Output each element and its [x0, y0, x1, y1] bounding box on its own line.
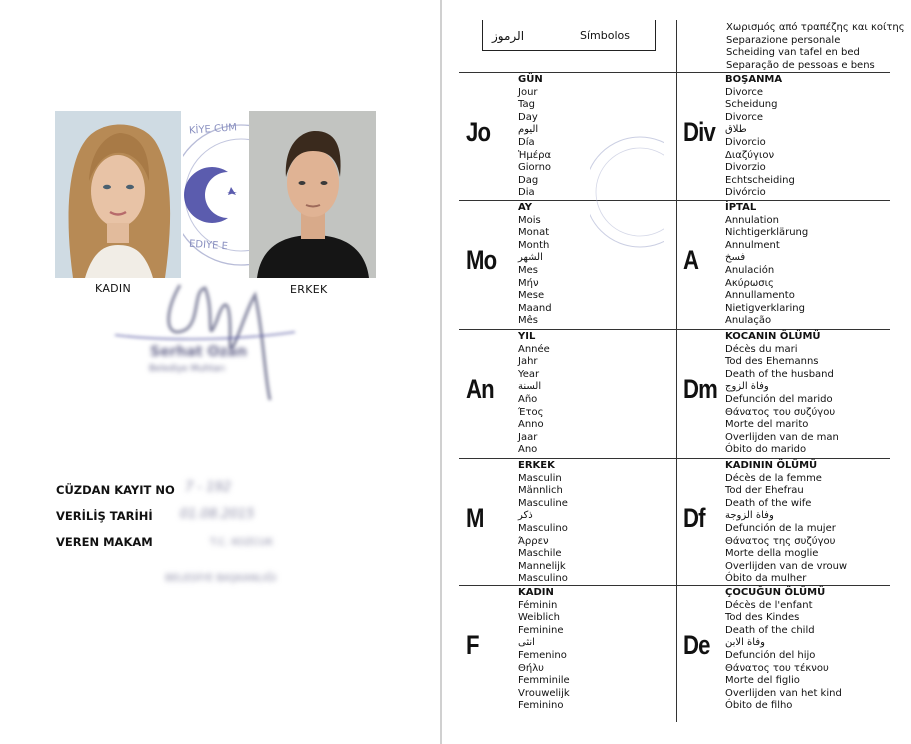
symbol-word: Divorcio: [725, 136, 766, 148]
symbol-word: Day: [518, 111, 538, 123]
signature-name: Serhat Ozan: [150, 344, 247, 360]
symbol-words-left: [518, 331, 550, 457]
symbol-words-right: [725, 202, 808, 328]
female-photo: [55, 111, 181, 278]
symbol-word: Ano: [518, 444, 538, 456]
symbol-word: الشهر: [518, 252, 543, 264]
symbol-word: Masculino: [518, 522, 568, 534]
symbol-word: Vrouwelijk: [518, 687, 570, 699]
symbol-word: Feminine: [518, 624, 564, 636]
row-divider: [459, 200, 890, 201]
symbol-word: Dia: [518, 187, 535, 199]
symbol-word: KOCANIN ÖLÜMÜ: [725, 331, 821, 342]
symbols-header-label: Símbolos: [580, 29, 630, 42]
symbol-word: Óbito de filho: [725, 700, 793, 712]
symbols-header-arabic: الرموز: [492, 29, 525, 43]
symbol-word: Weiblich: [518, 612, 560, 624]
symbol-abbr-left: Mo: [466, 245, 497, 275]
symbol-word: Décès de la femme: [725, 472, 822, 484]
symbol-word: Monat: [518, 227, 550, 239]
symbol-word: وفاة الزوج: [725, 381, 769, 393]
row-divider: [459, 458, 890, 459]
symbol-abbr-right: Div: [683, 117, 716, 147]
symbol-word: Θάνατος του τέκνου: [725, 662, 829, 674]
symbol-word: Femminile: [518, 675, 570, 687]
symbol-word: İPTAL: [725, 202, 757, 213]
symbol-word: Morte del marito: [725, 419, 809, 431]
symbol-word: Διαζύγιον: [725, 149, 775, 161]
symbol-words-left: [518, 587, 570, 713]
issuing-authority-line2: BELEDİYE BAŞKANLIĞI: [165, 573, 277, 584]
symbol-word: Männlich: [518, 485, 563, 497]
symbol-word: Divorce: [725, 111, 764, 123]
symbol-words-right: [725, 74, 795, 200]
symbol-word: Year: [518, 368, 540, 380]
symbol-word: Μήν: [518, 277, 539, 289]
separation-line: Separazione personale: [726, 34, 841, 46]
registry-no-value: 7 - 192: [185, 480, 232, 495]
symbol-abbr-right: A: [683, 245, 699, 275]
male-photo-caption: ERKEK: [290, 283, 328, 296]
symbol-word: Morte della moglie: [725, 548, 819, 560]
symbol-word: Jour: [518, 86, 538, 98]
symbol-word: Feminino: [518, 700, 564, 712]
symbol-word: Dag: [518, 174, 539, 186]
symbol-word: GÜN: [518, 74, 543, 85]
symbol-word: Divorce: [725, 86, 764, 98]
symbol-word: Nietigverklaring: [725, 302, 805, 314]
symbol-word: Masculine: [518, 497, 568, 509]
issuing-authority-value: T.C. KOZCUK: [210, 537, 274, 548]
symbol-word: Décès du mari: [725, 343, 798, 355]
row-divider: [459, 72, 890, 73]
symbol-word: YIL: [518, 331, 536, 342]
symbol-word: Defunción de la mujer: [725, 522, 836, 534]
symbol-word: Anulação: [725, 315, 772, 327]
seal-text-bottom: EDIYE E: [188, 238, 229, 253]
signature-title: Belediye Muhtarı: [149, 364, 226, 374]
symbol-word: Anulación: [725, 264, 775, 276]
symbol-word: Masculin: [518, 472, 562, 484]
symbol-word: Overlijden van de man: [725, 431, 839, 443]
symbol-word: Defunción del marido: [725, 393, 833, 405]
symbol-word: ERKEK: [518, 460, 555, 471]
symbol-words-right: [725, 331, 839, 457]
symbol-word: Death of the husband: [725, 368, 834, 380]
symbol-word: Jaar: [518, 431, 538, 443]
male-photo: [249, 111, 376, 278]
symbol-word: Ακύρωσις: [725, 277, 774, 289]
symbol-word: Féminin: [518, 599, 558, 611]
symbol-abbr-left: M: [466, 503, 484, 533]
separation-line: Separação de pessoas e bens: [726, 59, 875, 71]
symbol-word: Année: [518, 343, 550, 355]
symbol-word: KADIN: [518, 587, 554, 598]
faded-seal: [590, 127, 664, 257]
symbol-word: انثى: [518, 637, 535, 649]
separation-continuation: [726, 22, 905, 72]
symbol-word: Mois: [518, 214, 541, 226]
symbol-word: BOŞANMA: [725, 74, 783, 85]
symbol-word: Masculino: [518, 573, 568, 585]
official-seal-partial: [183, 112, 249, 278]
female-photo-caption: KADIN: [95, 282, 131, 295]
symbol-word: Morte del figlio: [725, 675, 800, 687]
symbol-word: Mes: [518, 264, 538, 276]
symbol-word: Month: [518, 239, 550, 251]
symbol-word: Décès de l'enfant: [725, 599, 813, 611]
symbol-word: Maand: [518, 302, 552, 314]
page-fold: [440, 0, 442, 744]
symbol-word: Maschile: [518, 548, 562, 560]
symbol-abbr-left: Jo: [466, 117, 491, 147]
symbol-word: Tod des Kindes: [725, 612, 800, 624]
symbol-word: Nichtigerklärung: [725, 227, 809, 239]
symbol-abbr-left: F: [466, 630, 479, 660]
symbol-word: Defunción del hijo: [725, 649, 816, 661]
symbol-word: Mese: [518, 290, 545, 302]
symbol-word: Θάνατος του συζύγου: [725, 406, 836, 418]
row-divider: [459, 329, 890, 330]
symbol-word: Overlijden van de vrouw: [725, 560, 848, 572]
symbol-word: Scheidung: [725, 99, 778, 111]
symbol-words-left: [518, 74, 551, 200]
symbol-word: فسخ: [725, 252, 746, 264]
symbol-word: Annulation: [725, 214, 779, 226]
symbol-abbr-left: An: [466, 374, 494, 404]
symbol-abbr-right: De: [683, 630, 710, 660]
issue-date-value: 01.08.2015: [180, 507, 255, 522]
symbol-word: Echtscheiding: [725, 174, 795, 186]
symbol-word: Mês: [518, 315, 538, 327]
symbol-word: Día: [518, 136, 535, 148]
symbol-word: Femenino: [518, 649, 567, 661]
seal-text-top: KİYE CUM: [188, 122, 238, 137]
symbol-word: Overlijden van het kind: [725, 687, 842, 699]
symbol-word: اليوم: [518, 124, 539, 136]
symbol-word: وفاة الزوجة: [725, 510, 774, 522]
symbol-word: Anno: [518, 419, 544, 431]
symbol-word: Ἡμέρα: [518, 149, 552, 161]
symbol-words-left: [518, 460, 568, 586]
symbol-word: Θήλυ: [518, 662, 544, 674]
symbol-word: طلاق: [725, 124, 747, 136]
symbol-word: Annullamento: [725, 290, 795, 302]
symbol-word: Giorno: [518, 162, 552, 174]
symbol-word: Divorzio: [725, 162, 766, 174]
symbol-word: ذكر: [518, 510, 533, 522]
signature-stamp: [105, 270, 315, 410]
symbol-word: Divórcio: [725, 187, 766, 199]
issue-date-label: VERİLİŞ TARİHİ: [56, 509, 153, 523]
issuing-authority-label: VEREN MAKAM: [56, 535, 153, 549]
symbol-word: Óbito do marido: [725, 444, 807, 456]
symbol-word: Mannelijk: [518, 560, 566, 572]
symbol-word: Θάνατος της συζύγου: [725, 535, 836, 547]
column-divider: [676, 20, 677, 722]
symbol-word: Death of the wife: [725, 497, 812, 509]
symbol-words-right: [725, 460, 847, 586]
symbol-abbr-right: Dm: [683, 374, 718, 404]
separation-line: Χωρισμός από τραπέζης και κοίτης: [726, 22, 905, 33]
symbol-words-left: [518, 202, 552, 328]
symbol-word: ÇOCUĞUN ÖLÜMÜ: [725, 587, 826, 598]
symbol-word: Año: [518, 393, 538, 405]
symbol-word: Tod der Ehefrau: [725, 485, 804, 497]
symbol-word: KADININ ÖLÜMÜ: [725, 460, 818, 471]
symbol-word: Death of the child: [725, 624, 815, 636]
symbol-word: Jahr: [518, 356, 538, 368]
symbol-abbr-right: Df: [683, 503, 705, 533]
symbol-word: Έτος: [518, 406, 544, 418]
symbol-word: Άρρεν: [518, 535, 549, 547]
separation-line: Scheiding van tafel en bed: [726, 47, 860, 58]
symbol-word: Annulment: [725, 239, 780, 251]
symbol-word: Tod des Ehemanns: [725, 356, 819, 368]
symbol-word: السنة: [518, 381, 542, 393]
symbol-word: Tag: [518, 99, 535, 111]
symbol-words-right: [725, 587, 842, 713]
symbol-word: AY: [518, 202, 533, 213]
symbol-word: وفاة الابن: [725, 637, 765, 649]
symbol-word: Óbito da mulher: [725, 573, 807, 585]
registry-no-label: CÜZDAN KAYIT NO: [56, 483, 175, 497]
